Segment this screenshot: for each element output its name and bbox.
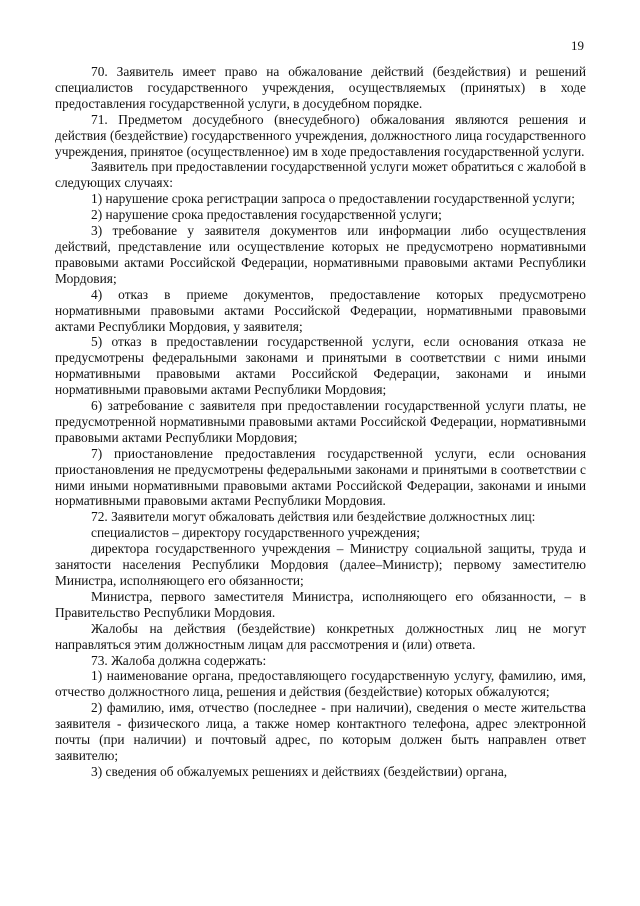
appeal-director: директора государственного учреждения – Министру социальной защиты, труда и занятости населения Республики Мордовия (далее–Министр); первому заместителю Министра, исполняющего его обязанности; <box>55 541 586 588</box>
paragraph-complaint-cases-intro: Заявитель при предоставлении государственной услуги может обратиться с жалобой в следующих случаях: <box>55 159 586 191</box>
list-item-6: 6) затребование с заявителя при предоставлении государственной услуги платы, не предусмотренной нормативными правовыми актами Российской Федерации, нормативными правовыми актами Республики Мордовия; <box>55 398 586 445</box>
paragraph-70: 70. Заявитель имеет право на обжалование действий (бездействия) и решений специалистов государственного учреждения, осуществляемых (принятых) в ходе предоставления государственной услуги, в досудебном порядке. <box>55 64 586 111</box>
list-item-1: 1) нарушение срока регистрации запроса о предоставлении государственной услуги; <box>91 191 575 207</box>
list-item-2: 2) нарушение срока предоставления государственной услуги; <box>91 207 442 223</box>
complaint-content-3: 3) сведения об обжалуемых решениях и действиях (бездействии) органа, <box>91 763 508 779</box>
list-item-3: 3) требование у заявителя документов или информации либо осуществления действий, представление или осуществление которых не предусмотрено нормативными правовыми актами Российской Федерации, нормативными правовыми актами Республики Мордовия; <box>55 223 586 286</box>
complaint-content-2: 2) фамилию, имя, отчество (последнее - при наличии), сведения о месте жительства заявителя - физического лица, а также номер контактного телефона, адрес электронной почты (при наличии) и почтовый адрес, по которым должен быть направлен ответ заявителю; <box>55 700 586 763</box>
paragraph-72: 72. Заявители могут обжаловать действия или бездействие должностных лиц: <box>91 509 536 525</box>
list-item-4: 4) отказ в приеме документов, предоставление которых предусмотрено нормативными правовыми актами Российской Федерации, нормативными правовыми актами Республики Мордовия, у заявителя; <box>55 286 586 334</box>
appeal-minister: Министра, первого заместителя Министра, исполняющего его обязанности, – в Правительство Республики Мордовия. <box>55 588 586 620</box>
list-item-5: 5) отказ в предоставлении государственной услуги, если основания отказа не предусмотрены федеральными законами и принятыми в соответствии с ними иными нормативными правовыми актами Российской Федерации, законами и иными нормативными правовыми актами Республики Мордовия; <box>55 334 586 398</box>
paragraph-71: 71. Предметом досудебного (внесудебного) обжалования являются решения и действия (бездействие) государственного учреждения, должностного лица государственного учреждения, принятое (осуществленное) им в ходе предоставления государственной услуги. <box>55 111 586 159</box>
complaint-content-1: 1) наименование органа, предоставляющего государственную услугу, фамилию, имя, отчество должностного лица, решения и действия (бездействие) которых обжалуются; <box>55 668 586 700</box>
appeal-specialists: специалистов – директору государственного учреждения; <box>91 525 420 541</box>
page-number: 19 <box>571 38 584 53</box>
list-item-7: 7) приостановление предоставления государственной услуги, если основания приостановления не предусмотрены федеральными законами и принятыми в соответствии с ними иными нормативными правовыми актами Российской Федерации, законами и иными нормативными правовыми актами Республики Мордовия. <box>55 445 586 509</box>
complaint-restriction: Жалобы на действия (бездействие) конкретных должностных лиц не могут направляться этим должностным лицам для рассмотрения и (или) ответа. <box>55 620 586 652</box>
paragraph-73: 73. Жалоба должна содержать: <box>91 652 267 668</box>
document-body <box>55 64 586 780</box>
